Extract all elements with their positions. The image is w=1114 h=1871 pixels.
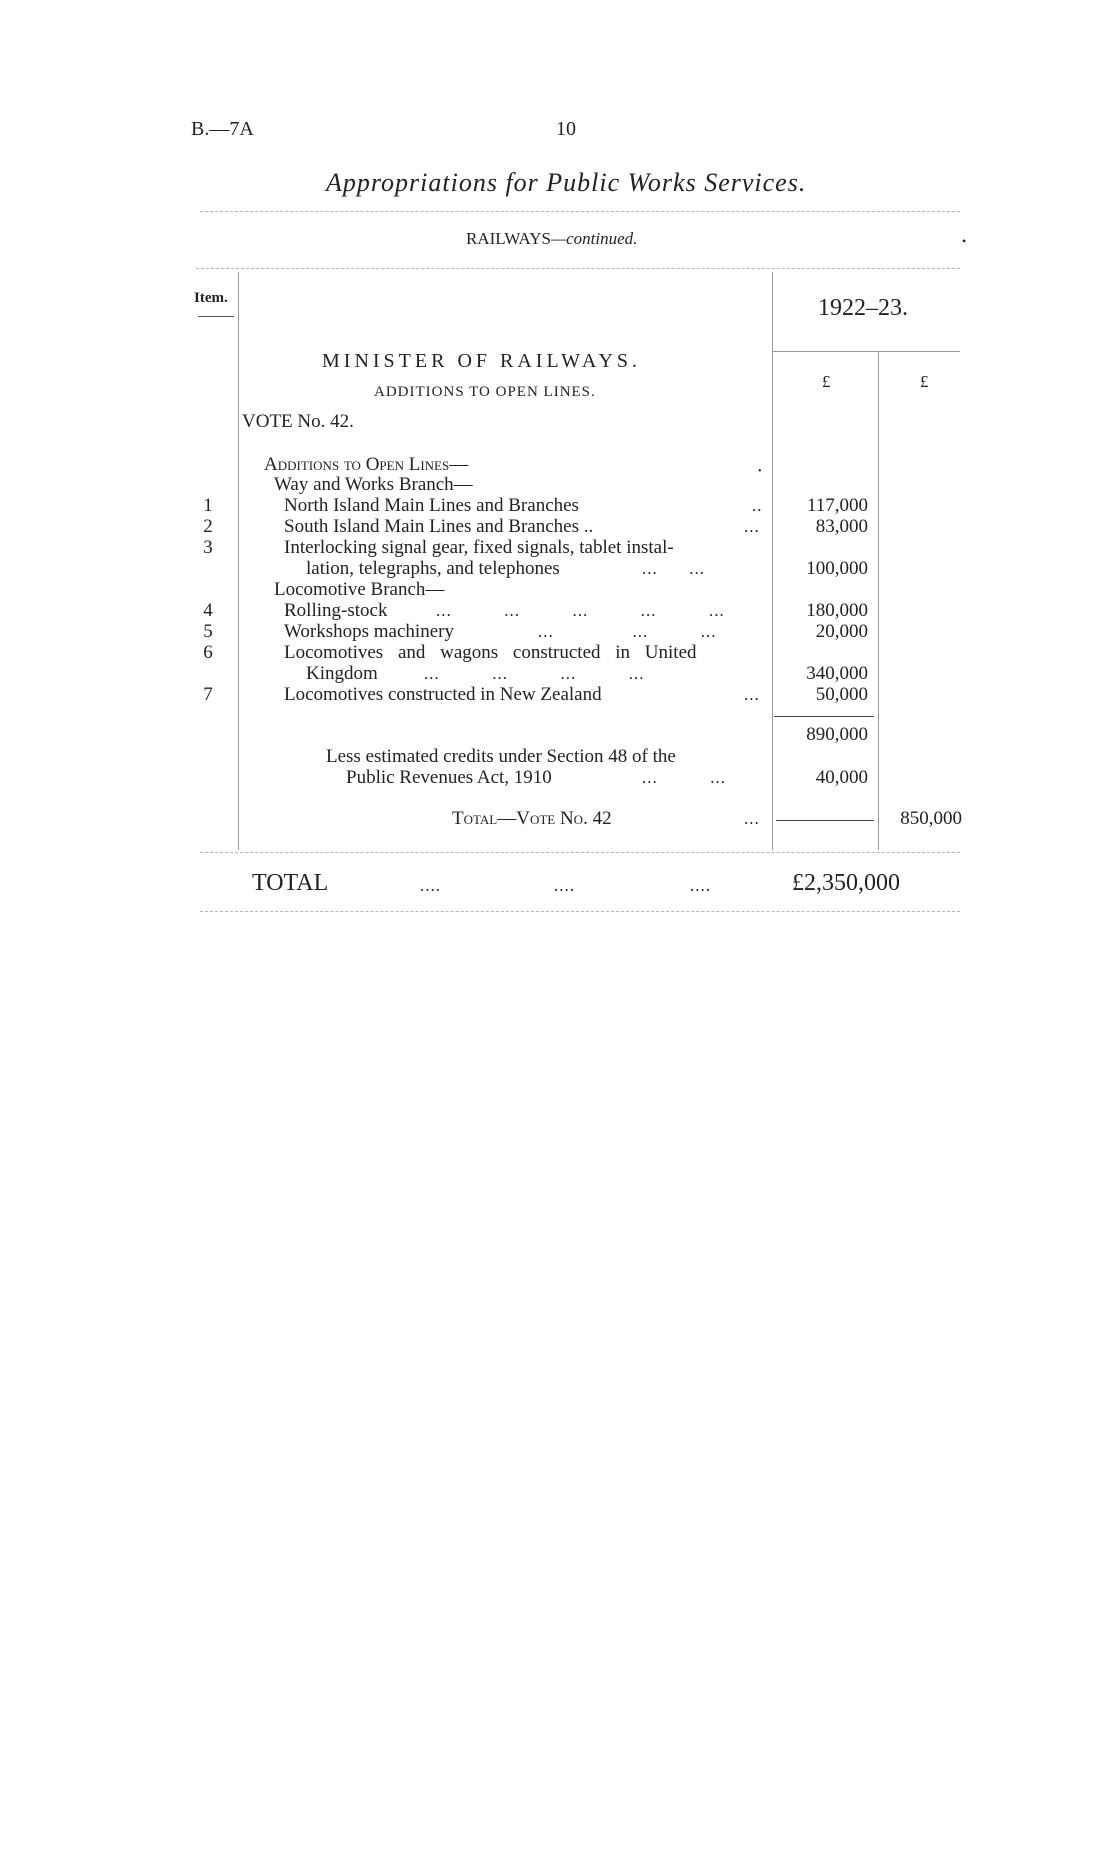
title-rule [200, 211, 960, 212]
credits-description-continued: Public Revenues Act, 1910 [346, 767, 552, 788]
line-description: South Island Main Lines and Branches .. [284, 516, 594, 537]
table-top-rule [196, 268, 960, 269]
line-amount: 83,000 [815, 516, 868, 537]
vote-total-rule [776, 820, 874, 821]
line-description: Locomotives constructed in New Zealand [284, 684, 602, 705]
dot-leader: ... ... ... ... [424, 664, 645, 683]
subtotal-rule [774, 716, 874, 717]
line-amount: 50,000 [815, 684, 868, 705]
dot-leader: .... [690, 876, 711, 895]
line-amount: 117,000 [806, 495, 868, 516]
grand-total-amount: £2,350,000 [792, 870, 900, 896]
dot-leader: ... [744, 517, 760, 536]
dot-leader: ... ... ... ... ... [436, 601, 725, 620]
item-number: 4 [203, 600, 213, 621]
item-number: 3 [203, 537, 213, 558]
item-number: 1 [203, 495, 213, 516]
page-number: 10 [556, 118, 576, 140]
line-amount: 20,000 [815, 621, 868, 642]
dot-leader: .... [420, 876, 441, 895]
currency-symbol: £ [920, 372, 929, 391]
dot-leader: .. [752, 496, 763, 515]
ministry-subheading: ADDITIONS TO OPEN LINES. [374, 384, 596, 400]
credits-amount: 40,000 [815, 767, 868, 788]
item-number: 2 [203, 516, 213, 537]
item-number: 6 [203, 642, 213, 663]
dot-leader: ... [744, 809, 760, 828]
group-heading: Additions to Open Lines— [264, 454, 469, 475]
line-description-continued: Kingdom [306, 663, 378, 684]
line-description: Rolling-stock [284, 600, 388, 621]
vote-total-label: Total—Vote No. 42 [452, 808, 612, 829]
branch-heading: Way and Works Branch— [274, 474, 473, 495]
amount-column-rule [772, 272, 773, 850]
speck: • [962, 234, 967, 248]
branch-heading: Locomotive Branch— [274, 579, 445, 600]
total-column-rule [878, 351, 879, 850]
speck: • [758, 466, 762, 477]
line-description: Interlocking signal gear, fixed signals, tablet instal- [284, 537, 674, 558]
dot-leader: ... ... [642, 768, 726, 787]
item-number: 7 [203, 684, 213, 705]
line-description: North Island Main Lines and Branches [284, 495, 579, 516]
vote-number: VOTE No. 42. [242, 411, 354, 432]
line-amount: 340,000 [806, 663, 868, 684]
line-description: Workshops machinery [284, 621, 454, 642]
item-column-header: Item. [194, 290, 228, 306]
subtotal-amount: 890,000 [806, 724, 868, 745]
credits-description: Less estimated credits under Section 48 of the [326, 746, 676, 767]
dot-leader: .... [554, 876, 575, 895]
table-bottom-rule [200, 852, 960, 853]
line-description-continued: lation, telegraphs, and telephones [306, 558, 560, 579]
item-column-rule [238, 272, 239, 850]
document-reference: B.—7A [191, 118, 254, 140]
year-header-rule [772, 351, 960, 352]
dot-leader: ... [744, 685, 760, 704]
page-title: Appropriations for Public Works Services. [326, 168, 807, 197]
ministry-heading: MINISTER OF RAILWAYS. [322, 350, 642, 372]
currency-symbol: £ [822, 372, 831, 391]
item-number: 5 [203, 621, 213, 642]
line-amount: 100,000 [806, 558, 868, 579]
footer-rule [200, 911, 960, 912]
grand-total-label: TOTAL [252, 870, 329, 896]
section-heading: RAILWAYS—continued. [466, 229, 638, 248]
dot-leader: ... ... ... [538, 622, 717, 641]
line-amount: 180,000 [806, 600, 868, 621]
year-column-header: 1922–23. [818, 295, 908, 321]
dot-leader: ... ... [642, 559, 705, 578]
line-description: Locomotives and wagons constructed in United [284, 642, 697, 663]
vote-total-amount: 850,000 [900, 808, 962, 829]
item-header-underline [198, 316, 234, 317]
